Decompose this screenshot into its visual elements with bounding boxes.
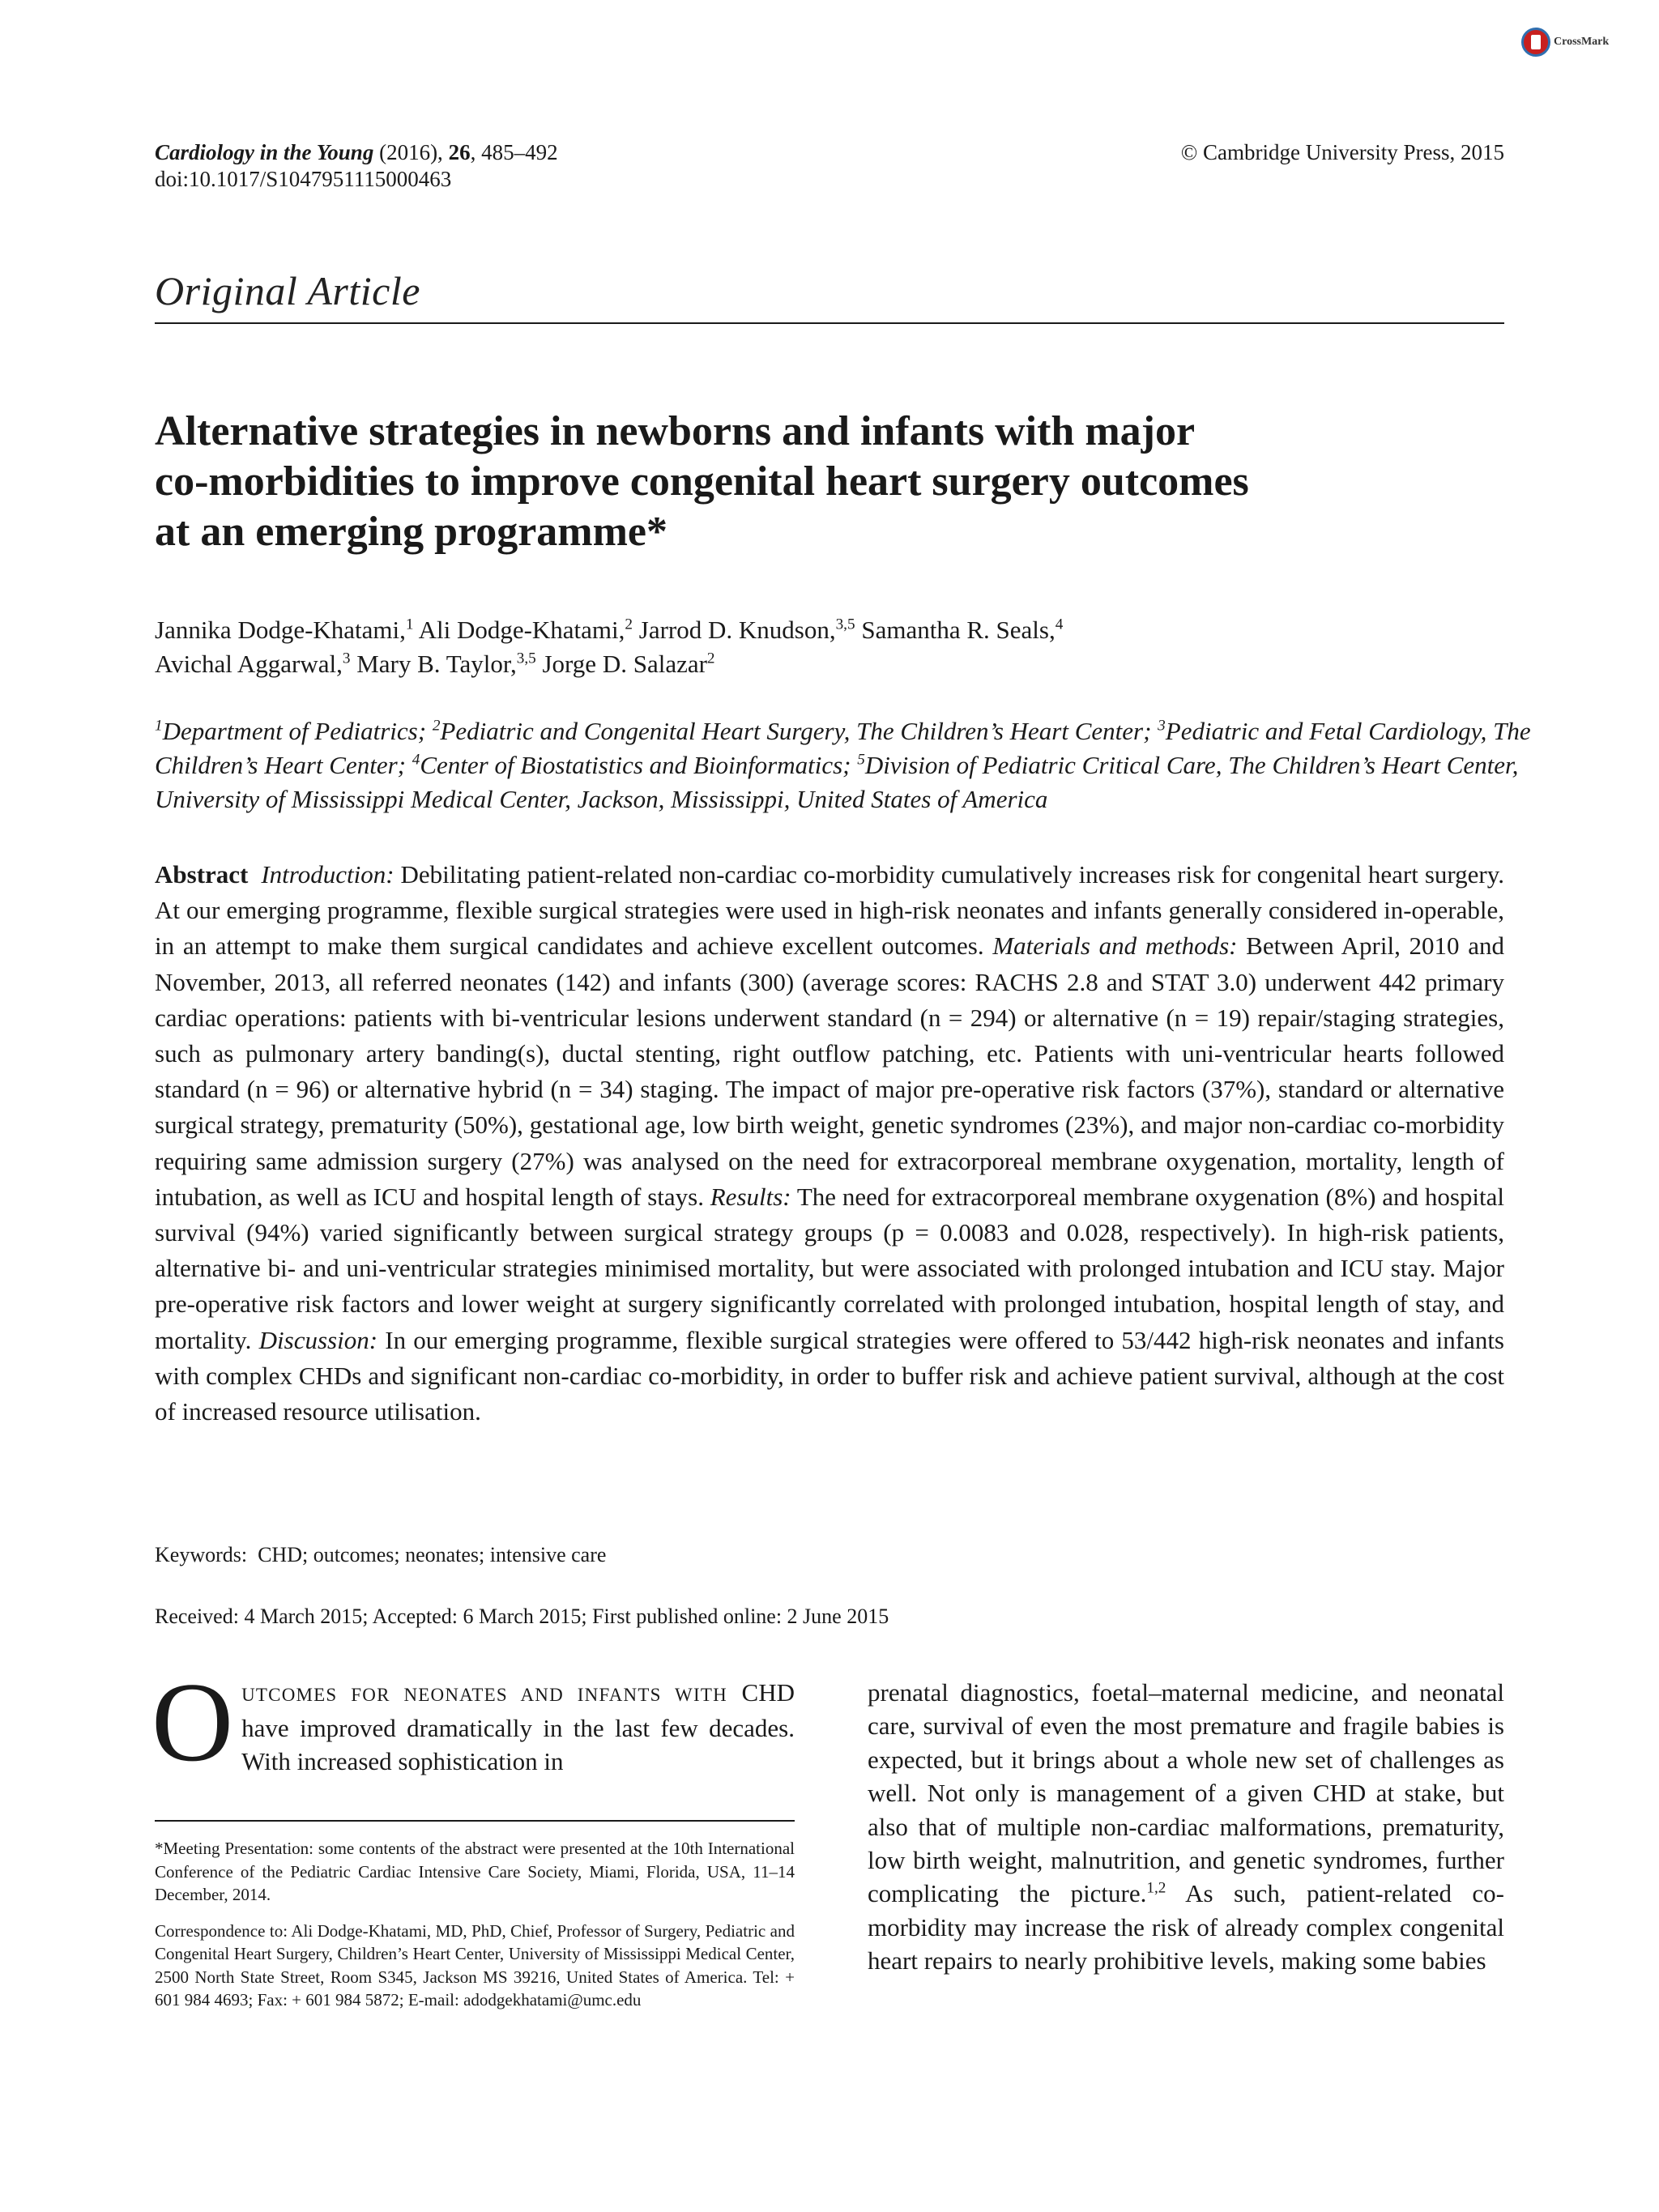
title-line-1: Alternative strategies in newborns and infants with major: [155, 408, 1196, 454]
author[interactable]: Jorge D. Salazar$^2$: [542, 650, 715, 678]
abstract-discussion-text: In our emerging programme, flexible surgical strategies were offered to 53/442 high-risk neonates and infants with complex CHDs and significant non-cardiac co-morbidity, in order to buffer risk and achieve patient survival, although at the cost of increased resource utilisation.: [155, 1325, 1504, 1426]
journal-citation: [155, 139, 722, 193]
author[interactable]: Samantha R. Seals,$^4$: [861, 616, 1064, 644]
crossmark-label: CrossMark: [1554, 36, 1610, 48]
crossmark-badge[interactable]: [1521, 26, 1623, 58]
article-title: [155, 407, 1532, 557]
drop-cap: O: [151, 1660, 234, 1785]
author[interactable]: Mary B. Taylor,$^{3,5}$: [356, 650, 536, 678]
title-line-3: at an emerging programme*: [155, 509, 668, 555]
abstract-intro-label: Introduction:: [261, 860, 394, 889]
abstract-methods-text: Between April, 2010 and November, 2013, all referred neonates (142) and infants (300) (average scores: RACHS 2.8 and STAT 3.0) underwent 442 primary cardiac operations: patients with bi-ventricular lesions underwent standard (n = 294) or alternative (n = 19) repair/staging strategies, such as pulmonary artery banding(s), ductal stenting, right outflow patching, etc. Patients with uni-ventricular hearts followed standard (n = 96) or alternative hybrid (n = 34) staging. The impact of major pre-operative risk factors (37%), standard or alternative surgical strategy, prematurity (50%), gestational age, low birth weight, genetic syndromes (23%), and major non-cardiac co-morbidity requiring same admission surgery (27%) was analysed on the need for extracorporeal membrane oxygenation, mortality, length of intubation, as well as ICU and hospital length of stays.: [155, 931, 1504, 1211]
body-column-right: [868, 1676, 1504, 1978]
publication-history: Received: 4 March 2015; Accepted: 6 March 2015; First published online: 2 June 2015: [155, 1605, 889, 1628]
footnote-meeting: *Meeting Presentation: some contents of the abstract were presented at the 10th International Conference of the Pediatric Cardiac Intensive Care Society, Miami, Florida, USA, 11–14 December, 2014.: [155, 1839, 795, 1904]
author[interactable]: Jannika Dodge-Khatami,$^1$: [155, 616, 414, 644]
body-paragraph: prenatal diagnostics, foetal–maternal medicine, and neonatal care, survival of even the most premature and fragile babies is expected, but it brings about a whole new set of challenges as well. Not only is management of a given CHD at stake, but also that of multiple non-cardiac malformations, prematurity, low birth weight, malnutrition, and genetic syndromes, further complicating the picture.$^{1,2}$ As such, patient-related co-morbidity may increase the risk of already complex congenital heart repairs to nearly prohibitive levels, making some babies: [868, 1678, 1505, 1975]
abstract: [155, 857, 1504, 1430]
title-line-2: co-morbidities to improve congenital heart surgery outcomes: [155, 458, 1249, 505]
body-column-left: [151, 1660, 795, 1785]
author-list: [155, 613, 1532, 681]
lead-text: CHD have improved dramatically in the last few decades. With increased sophistication in: [241, 1678, 795, 1775]
author[interactable]: Ali Dodge-Khatami,$^2$: [418, 616, 633, 644]
abstract-heading: Abstract: [155, 860, 249, 889]
abstract-methods-label: Materials and methods:: [992, 931, 1238, 961]
keywords: Keywords: CHD; outcomes; neonates; intensive care: [155, 1543, 607, 1566]
author[interactable]: Jarrod D. Knudson,$^{3,5}$: [638, 616, 855, 644]
affiliations: $^1$Department of Pediatrics; $^2$Pediatric and Congenital Heart Surgery, The Children’s Heart Center; $^3$Pediatric and Fetal Cardiology, The Children’s Heart Center; $^4$Center of Biostatistics and Bioinformatics; $^5$Division of Pediatric Critical Care, The Children’s Heart Center, University of Mississippi Medical Center, Jackson, Mississippi, United States of America: [155, 717, 1531, 813]
abstract-results-label: Results:: [710, 1182, 791, 1211]
intro-paragraph: [151, 1660, 795, 1785]
section-label: Original Article: [155, 268, 420, 313]
doi-link[interactable]: doi:10.1017/S1047951115000463: [155, 167, 452, 191]
abstract-intro-text: Debilitating patient-related non-cardiac co-morbidity cumulatively increases risk for congenital heart surgery. At our emerging programme, flexible surgical strategies were used in high-risk neonates and infants generally considered in-operable, in an attempt to make them surgical candidates and achieve excellent outcomes.: [155, 860, 1504, 961]
journal-year: (2016),: [373, 140, 449, 164]
footnotes: [155, 1837, 795, 2025]
abstract-discussion-label: Discussion:: [258, 1325, 378, 1354]
author[interactable]: Avichal Aggarwal,$^3$: [155, 650, 351, 678]
lead-smallcaps: UTCOMES FOR NEONATES AND INFANTS WITH: [241, 1685, 727, 1705]
abstract-results-text: The need for extracorporeal membrane oxygenation (8%) and hospital survival (94%) varied significantly between surgical strategy groups (p = 0.0083 and 0.028, respectively). In high-risk patients, alternative bi- and uni-ventricular strategies minimised mortality, but were associated with prolonged intubation and ICU stay. Major pre-operative risk factors and lower weight at surgery significantly correlated with prolonged intubation, hospital length of stay, and mortality.: [155, 1182, 1504, 1354]
section-divider: [155, 322, 1504, 324]
journal-volume: 26: [448, 140, 471, 164]
footnote-correspondence: Correspondence to: Ali Dodge-Khatami, MD, PhD, Chief, Professor of Surgery, Pediatric and Congenital Heart Surgery, Children’s Heart Center, University of Mississippi Medical Center, 2500 North State Street, Room S345, Jackson MS 39216, United States of America. Tel: + 601 984 4693; Fax: + 601 984 5872; E-mail: adodgekhatami@umc.edu: [155, 1920, 795, 2010]
reference-citation[interactable]: 1,2: [1146, 1879, 1166, 1897]
journal-name: Cardiology in the Young: [155, 140, 374, 164]
crossmark-icon: [1521, 28, 1550, 57]
copyright-notice: © Cambridge University Press, 2015: [1180, 140, 1504, 164]
journal-pages: , 485–492: [470, 140, 558, 164]
footnote-divider: [155, 1820, 795, 1822]
